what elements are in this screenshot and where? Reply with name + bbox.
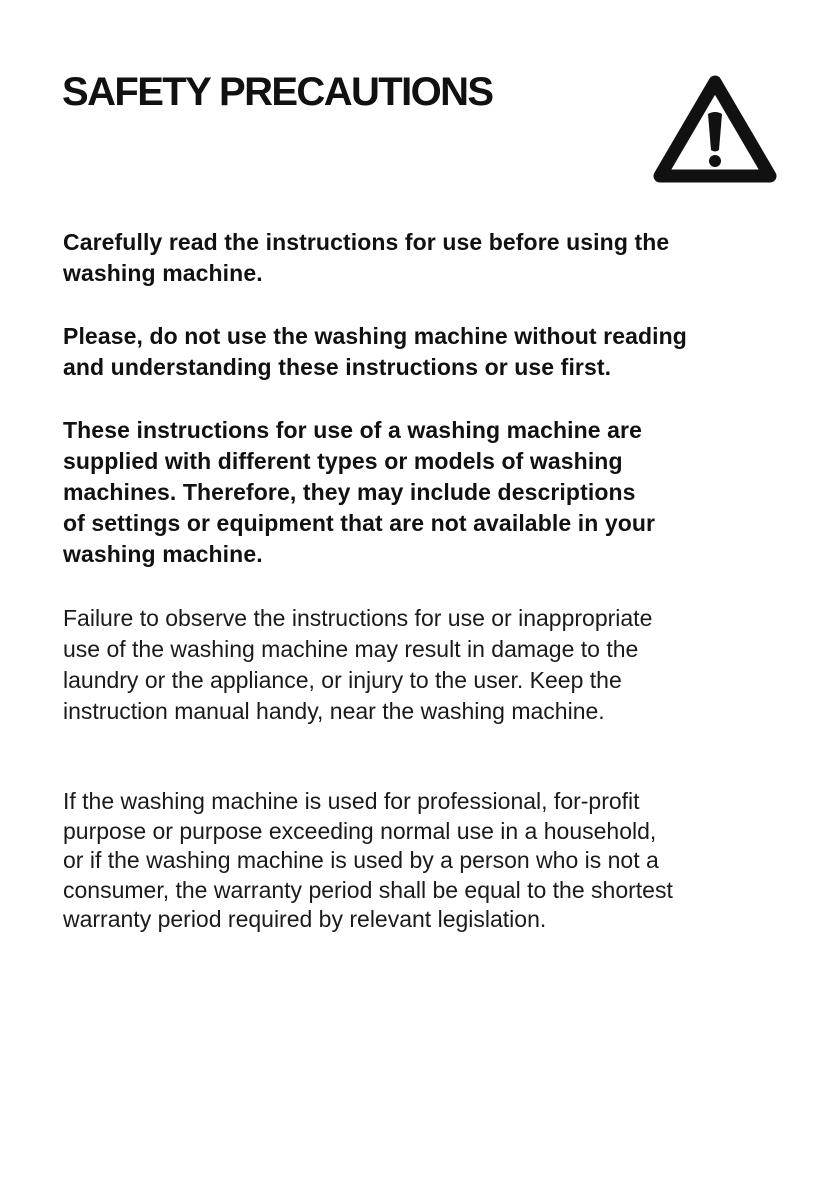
text-line: laundry or the appliance, or injury to the user. Keep the	[63, 667, 622, 693]
paragraph-do-not-use-without-reading	[63, 321, 687, 383]
text-line: of settings or equipment that are not available in your	[63, 510, 656, 536]
text-line: Carefully read the instructions for use before using the	[63, 229, 670, 255]
page-title: SAFETY PRECAUTIONS	[62, 70, 493, 114]
text-line: Please, do not use the washing machine without reading	[63, 323, 687, 349]
paragraph-warranty	[63, 787, 673, 935]
text-line: use of the washing machine may result in damage to the	[63, 636, 639, 662]
text-line: washing machine.	[63, 260, 263, 286]
text-line: instruction manual handy, near the washing machine.	[63, 698, 605, 724]
text-line: or if the washing machine is used by a person who is not a	[63, 847, 659, 873]
text-line: warranty period required by relevant legislation.	[63, 906, 547, 932]
text-line: and understanding these instructions or use first.	[63, 354, 612, 380]
text-line: These instructions for use of a washing machine are	[63, 417, 642, 443]
text-line: supplied with different types or models of washing	[63, 448, 623, 474]
paragraph-failure-warning	[63, 603, 652, 727]
text-line: Failure to observe the instructions for use or inappropriate	[63, 605, 653, 631]
text-line: purpose or purpose exceeding normal use in a household,	[63, 817, 657, 844]
text-line: consumer, the warranty period shall be equal to the shortest	[63, 876, 673, 903]
paragraph-models-note	[63, 415, 655, 570]
paragraph-read-instructions	[63, 227, 669, 289]
text-line: If the washing machine is used for professional, for-profit	[63, 788, 640, 814]
text-line: washing machine.	[63, 541, 263, 567]
warning-triangle-exclamation-icon	[650, 70, 780, 188]
text-line: machines. Therefore, they may include descriptions	[63, 479, 636, 505]
